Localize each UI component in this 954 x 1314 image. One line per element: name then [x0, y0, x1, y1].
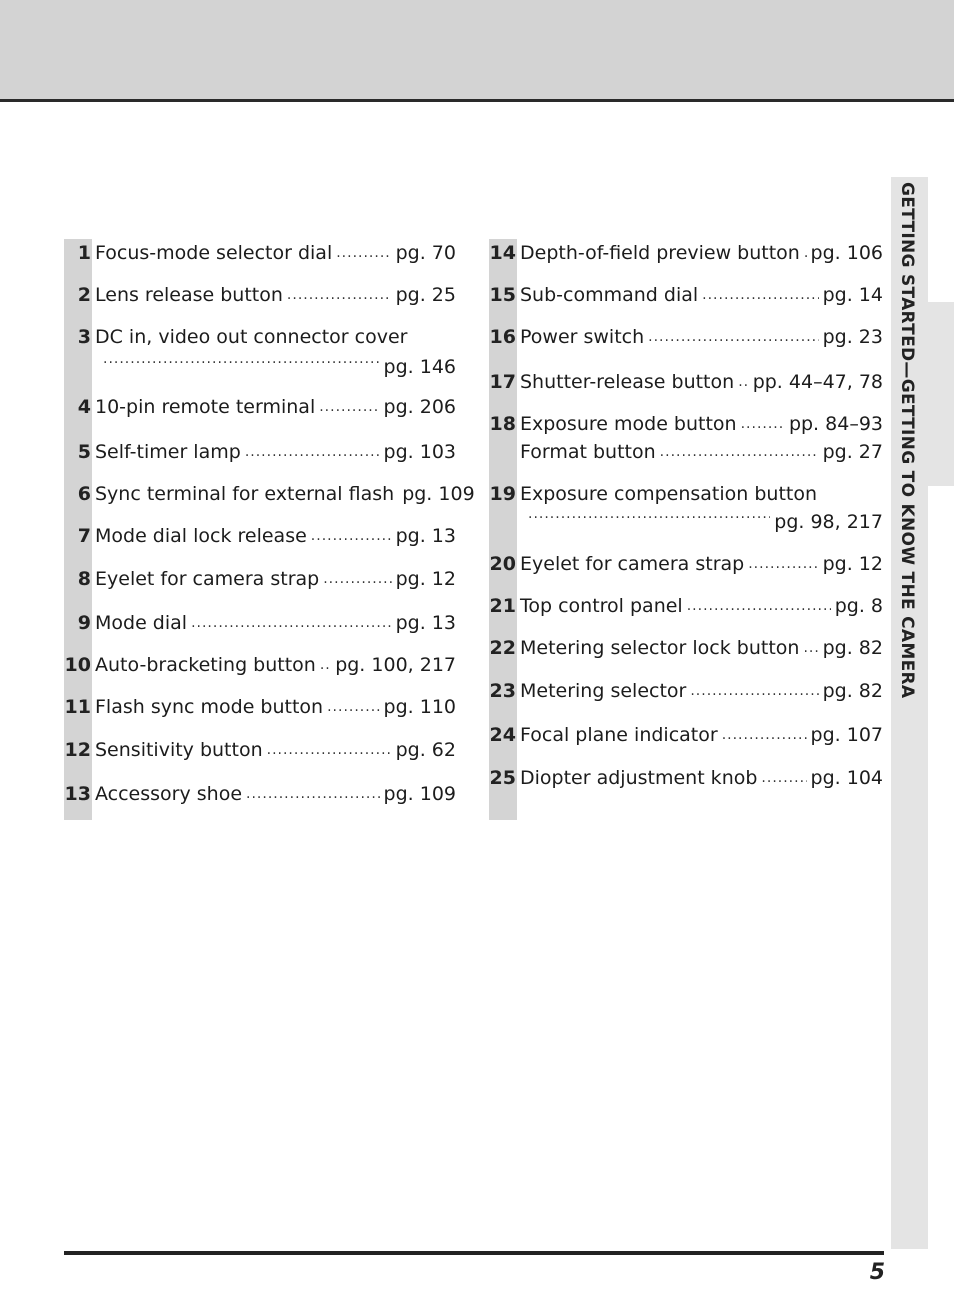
- item-label: DC in, video out connector cover: [95, 326, 408, 348]
- item-label: Focal plane indicator: [520, 724, 718, 746]
- item-number: 17: [489, 371, 516, 393]
- item-label: Metering selector lock button: [520, 637, 800, 659]
- item-number: 21: [489, 595, 516, 617]
- item-page: pg. 8: [834, 595, 883, 617]
- item-label-secondary: Format button: [520, 441, 656, 463]
- item-page: pg. 14: [822, 284, 883, 306]
- leader-dots: [687, 598, 831, 620]
- page-number: 5: [869, 1260, 885, 1285]
- leader-dots: [245, 444, 380, 466]
- item-page: pg. 13: [395, 612, 456, 634]
- item-page: pg. 82: [822, 680, 883, 702]
- leader-dots: [246, 786, 380, 808]
- item-number: 12: [64, 739, 91, 761]
- item-number: 20: [489, 553, 516, 575]
- item-label: Lens release button: [95, 284, 283, 306]
- leader-dots: [528, 506, 770, 528]
- leader-dots: [191, 615, 392, 637]
- leader-dots: [738, 374, 749, 396]
- item-label: Exposure mode button: [520, 413, 737, 435]
- leader-dots: [320, 657, 331, 679]
- leader-dots: [804, 245, 807, 267]
- item-number: 23: [489, 680, 516, 702]
- item-number: 25: [489, 767, 516, 789]
- item-page: pg. 13: [395, 525, 456, 547]
- item-page: pg. 103: [383, 441, 456, 463]
- item-label: Sensitivity button: [95, 739, 263, 761]
- item-number: 10: [64, 654, 91, 676]
- leader-dots: [648, 329, 818, 351]
- item-number: 2: [77, 284, 91, 306]
- item-label: Flash sync mode button: [95, 696, 324, 718]
- item-page: pg. 110: [383, 696, 456, 718]
- item-label: Sync terminal for external flash: [95, 483, 395, 505]
- item-label: Eyelet for camera strap: [95, 568, 320, 590]
- item-page: pg. 107: [810, 724, 883, 746]
- header-band: [0, 0, 954, 100]
- leader-dots: [741, 416, 785, 438]
- item-label: Top control panel: [520, 595, 683, 617]
- item-label: Self-timer lamp: [95, 441, 241, 463]
- item-label: Mode dial lock release: [95, 525, 307, 547]
- item-label: Focus-mode selector dial: [95, 242, 333, 264]
- item-page: pg. 109: [402, 483, 475, 505]
- item-page: pg. 100, 217: [335, 654, 456, 676]
- item-label: Accessory shoe: [95, 783, 243, 805]
- item-label: Depth-of-field preview button: [520, 242, 800, 264]
- leader-dots: [803, 640, 818, 662]
- item-page: pg. 146: [383, 356, 456, 378]
- section-title: GETTING STARTED—GETTING TO KNOW THE CAMERA: [897, 182, 917, 699]
- item-label: Power switch: [520, 326, 645, 348]
- item-page: pg. 62: [395, 739, 456, 761]
- section-tab-marker: [928, 302, 954, 486]
- item-page: pg. 12: [395, 568, 456, 590]
- item-number: 19: [489, 483, 516, 505]
- item-page: pg. 82: [822, 637, 883, 659]
- item-label: Sub-command dial: [520, 284, 699, 306]
- item-page: pg. 23: [822, 326, 883, 348]
- item-number: 22: [489, 637, 516, 659]
- leader-dots: [327, 699, 379, 721]
- leader-dots: [323, 571, 391, 593]
- item-number: 7: [77, 525, 91, 547]
- item-number: 6: [77, 483, 91, 505]
- item-number: 8: [77, 568, 91, 590]
- item-number: 9: [77, 612, 91, 634]
- item-number: 3: [77, 326, 91, 348]
- leader-dots: [748, 556, 818, 578]
- item-label: Exposure compensation button: [520, 483, 818, 505]
- item-page: pg. 106: [810, 242, 883, 264]
- list-item: [64, 323, 456, 379]
- leader-dots: [267, 742, 392, 764]
- item-number: 18: [489, 413, 516, 435]
- item-label: Mode dial: [95, 612, 188, 634]
- item-page: pg. 25: [395, 284, 456, 306]
- leader-dots: [336, 245, 391, 267]
- item-number: 5: [77, 441, 91, 463]
- item-label: Shutter-release button: [520, 371, 735, 393]
- item-page: pg. 206: [383, 396, 456, 418]
- item-number: 1: [77, 242, 91, 264]
- item-number: 14: [489, 242, 516, 264]
- item-page: pg. 70: [395, 242, 456, 264]
- item-page: pp. 44–47, 78: [752, 371, 883, 393]
- item-number: 24: [489, 724, 516, 746]
- leader-dots: [311, 528, 392, 550]
- item-number: 13: [64, 783, 91, 805]
- item-label: Metering selector: [520, 680, 687, 702]
- footer-rule: [64, 1251, 884, 1255]
- leader-dots: [761, 770, 806, 792]
- item-page-secondary: pg. 27: [822, 441, 883, 463]
- item-label: Diopter adjustment knob: [520, 767, 758, 789]
- item-label: 10-pin remote terminal: [95, 396, 316, 418]
- list-item: [489, 480, 883, 536]
- item-page: pg. 109: [383, 783, 456, 805]
- item-label: Eyelet for camera strap: [520, 553, 745, 575]
- list-item: [489, 410, 883, 466]
- leader-dots: [722, 727, 807, 749]
- header-rule: [0, 99, 954, 102]
- item-page: pg. 104: [810, 767, 883, 789]
- item-number: 4: [77, 396, 91, 418]
- item-number: 16: [489, 326, 516, 348]
- item-page: pp. 84–93: [788, 413, 883, 435]
- item-number: 11: [64, 696, 91, 718]
- item-page: pg. 12: [822, 553, 883, 575]
- leader-dots: [660, 444, 819, 466]
- leader-dots: [319, 399, 379, 421]
- leader-dots: [702, 287, 818, 309]
- item-label: Auto-bracketing button: [95, 654, 316, 676]
- item-page: pg. 98, 217: [774, 511, 883, 533]
- item-number: 15: [489, 284, 516, 306]
- leader-dots: [690, 683, 818, 705]
- leader-dots: [287, 287, 392, 309]
- leader-dots: [103, 351, 380, 373]
